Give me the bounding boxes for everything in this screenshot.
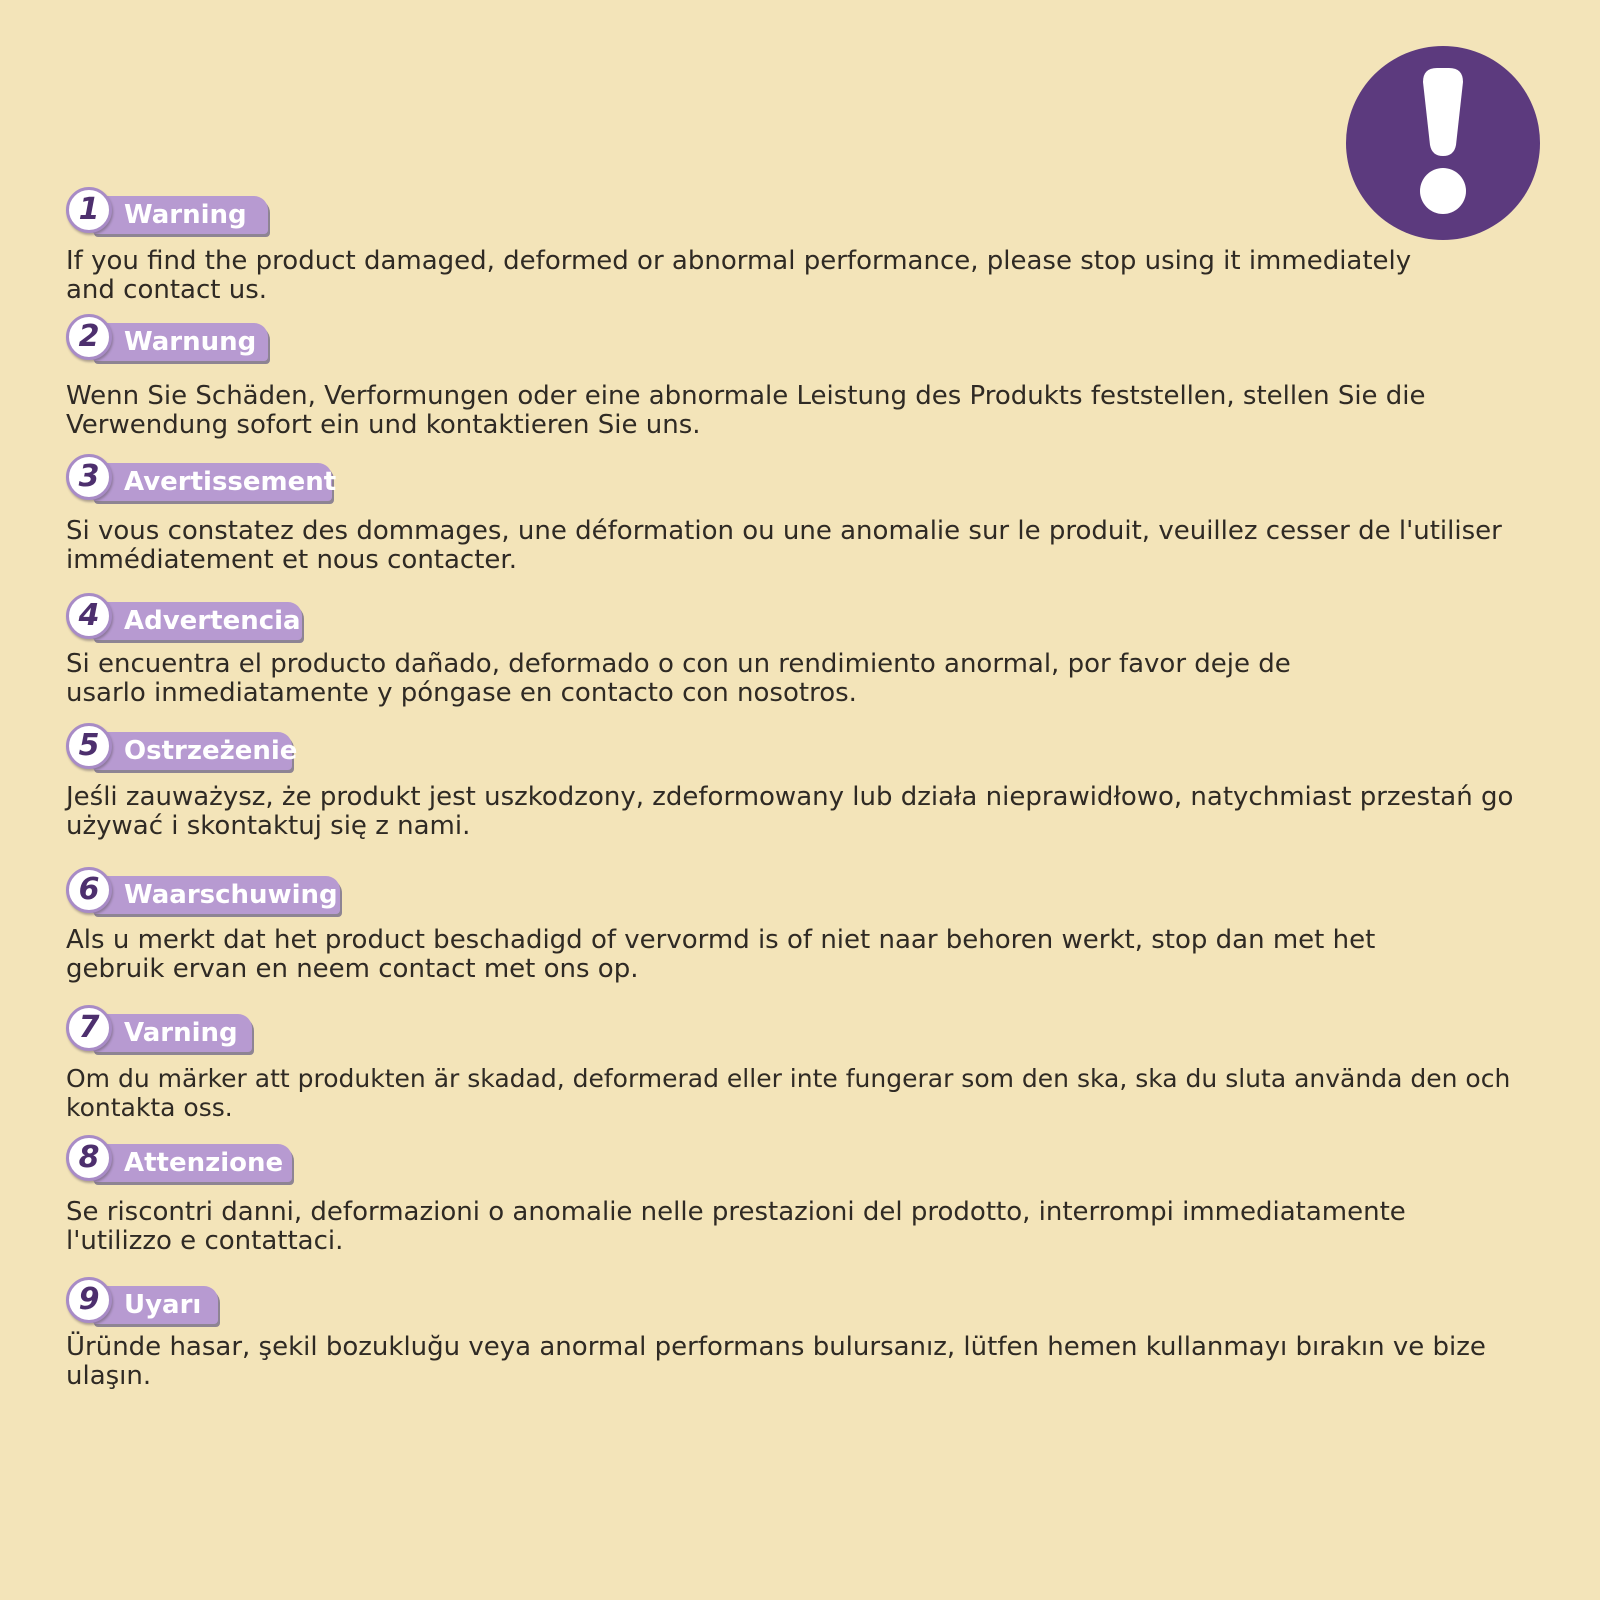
item-number: 6 <box>78 872 100 907</box>
warning-title: Attenzione <box>124 1148 284 1178</box>
warning-title: Ostrzeżenie <box>124 736 298 766</box>
item-number: 8 <box>78 1140 100 1175</box>
warning-description <box>66 1198 1486 1256</box>
warning-description <box>66 247 1486 305</box>
item-number: 3 <box>78 459 100 494</box>
item-number: 4 <box>78 598 100 633</box>
description-line: Si vous constatez des dommages, une déformation ou une anomalie sur le produit, veuillez cesser de l'utiliser <box>66 516 1502 546</box>
warning-item <box>66 1277 1486 1391</box>
warning-tag <box>92 323 268 361</box>
item-number: 1 <box>78 192 100 227</box>
warning-description <box>66 782 1514 841</box>
description-line: gebruik ervan en neem contact met ons op. <box>66 954 639 984</box>
warning-title: Advertencia <box>124 606 301 636</box>
description-line: and contact us. <box>66 275 268 305</box>
warning-title: Avertissement <box>124 467 337 497</box>
description-line: Wenn Sie Schäden, Verformungen oder eine abnormale Leistung des Produkts feststellen, stellen Sie die <box>66 381 1426 411</box>
warning-title: Warning <box>124 200 247 230</box>
description-line: Om du märker att produkten är skadad, deformerad eller inte fungerar som den ska, ska du sluta använda den och <box>66 1064 1511 1093</box>
warning-description <box>66 1333 1486 1391</box>
warning-title: Uyarı <box>124 1290 202 1320</box>
warning-description <box>66 926 1486 984</box>
description-line: Jeśli zauważysz, że produkt jest uszkodzony, zdeformowany lub działa nieprawidłowo, natychmiast przestań go <box>66 782 1514 812</box>
number-badge <box>66 314 112 360</box>
warning-description <box>66 1064 1511 1122</box>
warning-item <box>66 187 1486 305</box>
item-number: 5 <box>78 728 100 763</box>
description-line: kontakta oss. <box>66 1093 233 1122</box>
item-number: 2 <box>78 319 100 354</box>
warning-item <box>66 1135 1486 1256</box>
number-badge <box>66 187 112 233</box>
warning-description <box>66 516 1502 575</box>
warning-item <box>66 1005 1511 1122</box>
warning-tag <box>92 1014 252 1052</box>
number-badge <box>66 1135 112 1181</box>
description-line: Se riscontri danni, deformazioni o anomalie nelle prestazioni del prodotto, interrompi immediatamente <box>66 1197 1406 1227</box>
warning-tag <box>92 732 298 770</box>
number-badge <box>66 593 112 639</box>
warning-title: Warnung <box>124 327 257 357</box>
description-line: Üründe hasar, şekil bozukluğu veya anormal performans bulursanız, lütfen hemen kullanmayı bırakın ve bize <box>66 1332 1486 1362</box>
warning-title: Waarschuwing <box>124 880 338 910</box>
description-line: Si encuentra el producto dañado, deformado o con un rendimiento anormal, por favor deje de <box>66 649 1291 679</box>
warning-description <box>66 382 1486 440</box>
item-number: 9 <box>78 1282 100 1317</box>
description-line: Als u merkt dat het product beschadigd of vervormd is of niet naar behoren werkt, stop dan met het <box>66 925 1376 955</box>
number-badge <box>66 1005 112 1051</box>
warning-item <box>66 723 1514 841</box>
description-line: If you find the product damaged, deformed or abnormal performance, please stop using it immediately <box>66 246 1412 276</box>
warning-tag <box>92 602 302 640</box>
description-line: usarlo inmediatamente y póngase en contacto con nosotros. <box>66 678 857 708</box>
warning-tag <box>92 876 340 914</box>
description-line: ulaşın. <box>66 1361 152 1391</box>
description-line: używać i skontaktuj się z nami. <box>66 811 471 841</box>
description-line: Verwendung sofort ein und kontaktieren Sie uns. <box>66 410 701 440</box>
description-line: l'utilizzo e contattaci. <box>66 1226 344 1256</box>
warning-description <box>66 650 1486 708</box>
warning-tag <box>92 196 268 234</box>
warning-tag <box>92 463 337 501</box>
item-number: 7 <box>78 1010 100 1045</box>
number-badge <box>66 1277 112 1323</box>
warning-item <box>66 454 1502 575</box>
warning-title: Varning <box>124 1018 238 1048</box>
warning-item <box>66 314 1486 440</box>
warning-item <box>66 867 1486 984</box>
description-line: immédiatement et nous contacter. <box>66 545 517 575</box>
number-badge <box>66 723 112 769</box>
warning-item <box>66 593 1486 708</box>
warning-tag <box>92 1144 292 1182</box>
number-badge <box>66 867 112 913</box>
number-badge <box>66 454 112 500</box>
